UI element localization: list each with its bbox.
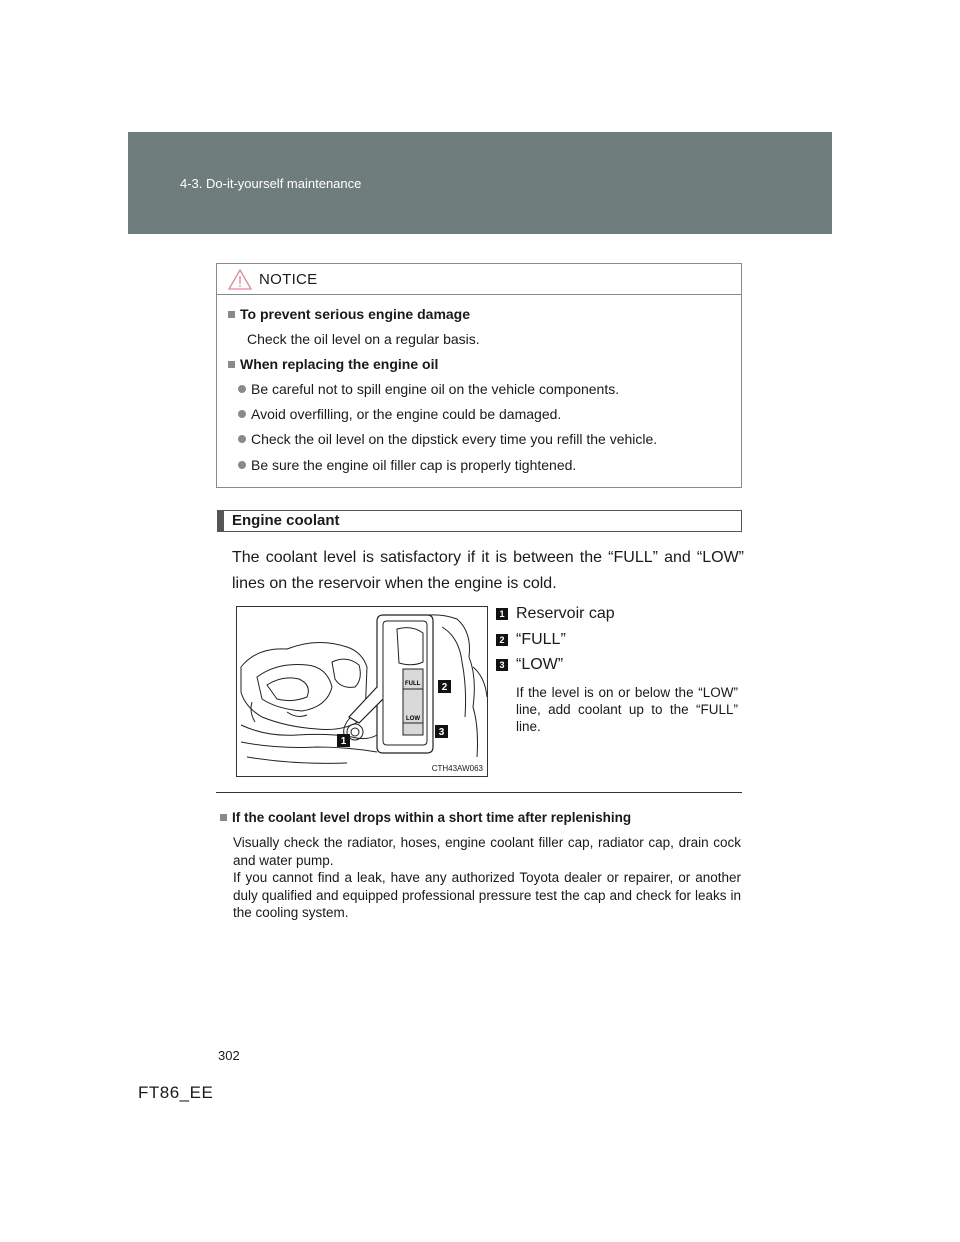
circle-bullet-icon (238, 385, 246, 393)
coolant-drop-heading: If the coolant level drops within a short time after replenishing (220, 810, 631, 825)
circle-bullet-icon (238, 435, 246, 443)
legend-number: 3 (496, 659, 508, 671)
legend-item-reservoir-cap: 1 Reservoir cap (496, 605, 615, 623)
coolant-drop-text (233, 834, 741, 922)
coolant-drop-para-2: If you cannot find a leak, have any authorized Toyota dealer or repairer, or another duly qualified and equipped professional pressure test the cap and check for leaks in the cooling system. (233, 870, 741, 920)
figure-label-1: 1 (340, 736, 347, 747)
notice-bullet: Check the oil level on the dipstick every time you refill the vehicle. (238, 431, 657, 447)
section-title: 4-3. Do-it-yourself maintenance (180, 176, 362, 191)
figure-label-2: 2 (441, 682, 448, 693)
legend-item-low: 3 “LOW” (496, 656, 563, 674)
coolant-reservoir-figure (236, 606, 488, 777)
page-number: 302 (218, 1048, 240, 1063)
notice-bullet: Avoid overfilling, or the engine could be damaged. (238, 406, 561, 422)
circle-bullet-icon (238, 461, 246, 469)
footer-code: FT86_EE (138, 1083, 214, 1102)
notice-heading-replacing-oil: When replacing the engine oil (228, 356, 438, 372)
circle-bullet-icon (238, 410, 246, 418)
square-bullet-icon (228, 311, 235, 318)
tank-low-text: LOW (406, 716, 420, 722)
notice-title: NOTICE (259, 271, 318, 288)
tank-full-text: FULL (405, 681, 421, 687)
engine-bay-illustration (237, 607, 488, 777)
figure-code: CTH43AW063 (431, 764, 483, 773)
notice-text: Check the oil level on a regular basis. (247, 331, 480, 347)
notice-bullet: Be sure the engine oil filler cap is properly tightened. (238, 457, 576, 473)
warning-triangle-icon (228, 269, 252, 290)
engine-coolant-title: Engine coolant (232, 512, 340, 529)
legend-number: 2 (496, 634, 508, 646)
square-bullet-icon (220, 814, 227, 821)
legend-item-full: 2 “FULL” (496, 631, 566, 649)
coolant-description: The coolant level is satisfactory if it is between the “FULL” and “LOW” lines on the reservoir when the engine is cold. (232, 549, 744, 592)
legend-number: 1 (496, 608, 508, 620)
coolant-drop-para-1: Visually check the radiator, hoses, engine coolant filler cap, radiator cap, drain cock and water pump. (233, 835, 741, 868)
square-bullet-icon (228, 361, 235, 368)
notice-bullet: Be careful not to spill engine oil on the vehicle components. (238, 381, 619, 397)
notice-heading-engine-damage: To prevent serious engine damage (228, 306, 470, 322)
section-header-bar (128, 132, 832, 234)
legend-note: If the level is on or below the “LOW” line, add coolant up to the “FULL” line. (516, 685, 738, 734)
engine-coolant-heading (217, 510, 742, 532)
notice-title-row (217, 264, 741, 295)
figure-label-3: 3 (438, 727, 445, 738)
divider (216, 792, 742, 793)
notice-box (216, 263, 742, 488)
